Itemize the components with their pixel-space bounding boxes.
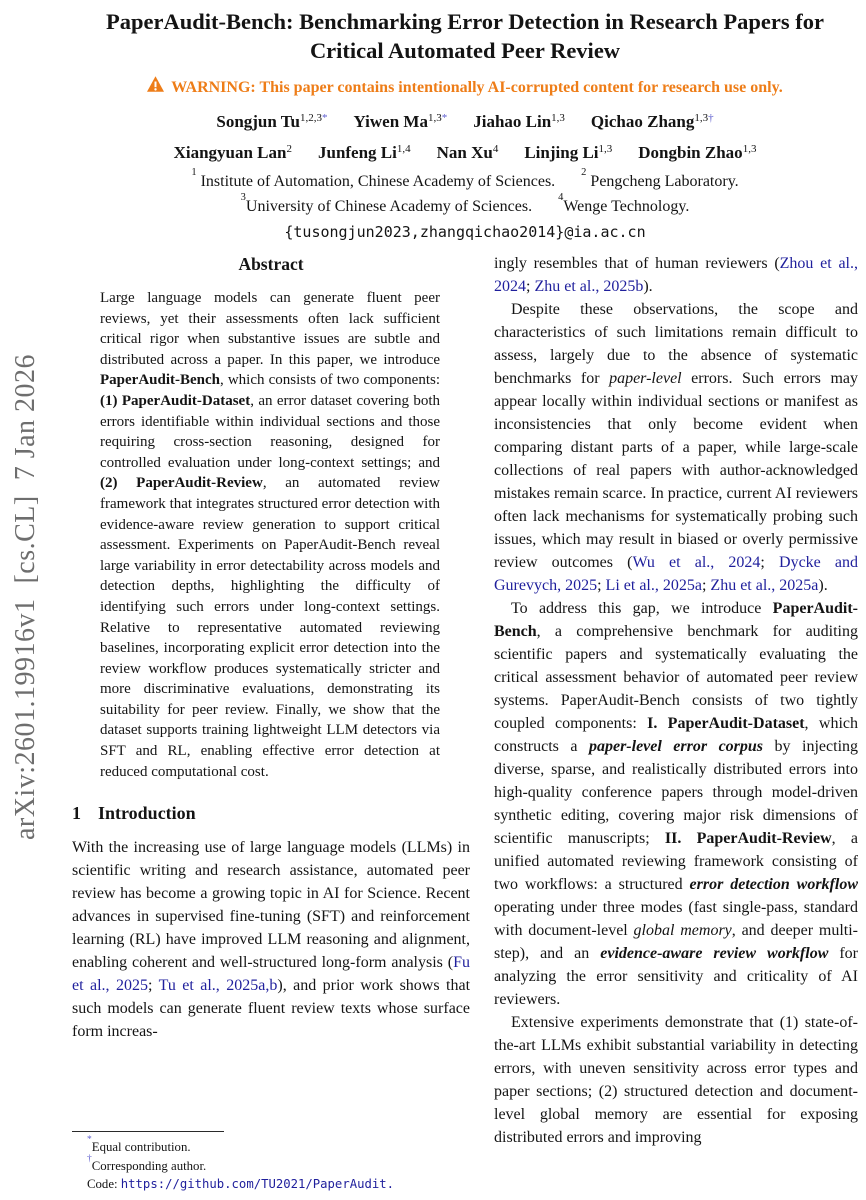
text-segment: , which consists of two components: [220, 372, 440, 389]
left-column [72, 252, 470, 1200]
author-footnote-marker: * [441, 112, 448, 124]
affiliation-superscript: 1 [191, 166, 197, 178]
introduction-paragraph [72, 836, 470, 1086]
warning-banner [72, 78, 858, 97]
author [638, 143, 756, 162]
author-name: Junfeng Li [317, 143, 397, 162]
author-affiliation-superscript: 1,3 [551, 112, 565, 124]
text-segment: , which constructs a [494, 715, 858, 755]
two-column-body [72, 252, 858, 1200]
text-segment: paper-level [609, 370, 682, 387]
author [524, 143, 612, 162]
affiliation-name: Institute of Automation, Chinese Academy of Sciences. [196, 173, 556, 190]
text-segment: Despite these observations, the scope and characteristics of such limitations remain difficult to assess, largely due to the absence of systematic benchmarks for [494, 301, 858, 387]
citation-link[interactable]: Tu et al., 2025a,b [158, 977, 278, 995]
body-paragraph-4 [494, 1011, 858, 1149]
text-segment: evidence-aware review workflow [600, 945, 829, 962]
text-segment: global memory [633, 922, 732, 939]
text-segment: ; [148, 977, 159, 995]
authors-row-1 [72, 111, 858, 133]
citation-link[interactable]: Li et al., 2025a [605, 577, 702, 594]
text-segment: I. PaperAudit-Dataset [647, 715, 805, 732]
affiliation-superscript: 4 [558, 191, 564, 203]
text-segment: operating under three modes (fast single-pass, standard with document-level [494, 899, 858, 939]
text-segment: (2) PaperAudit-Review [100, 475, 263, 492]
author-affiliation-superscript: 4 [492, 143, 499, 155]
citation-link[interactable]: Zhu et al., 2025a [710, 577, 819, 594]
affiliation [581, 166, 739, 190]
arxiv-stamp: arXiv:2601.19916v1 [cs.CL] 7 Jan 2026 [10, 353, 41, 841]
author [318, 143, 411, 162]
author-footnote-marker: * [322, 112, 328, 124]
text-segment: ; [760, 554, 780, 571]
author-name: Yiwen Ma [353, 112, 428, 131]
text-segment: PaperAudit-Bench [494, 600, 858, 640]
citation-link[interactable]: Zhu et al., 2025b [534, 278, 644, 295]
section-heading-introduction [72, 803, 470, 824]
body-paragraph-3 [494, 597, 858, 1011]
affiliations-row-1 [72, 166, 858, 193]
author-affiliation-superscript: 1,3† [694, 112, 714, 124]
author [174, 143, 292, 162]
affiliation-superscript: 3 [240, 191, 246, 203]
text-segment: by injecting diverse, sparse, and realistically distributed errors into high-quality conference papers through model-driven synthetic editing, covering major risk dimensions of scientific manuscripts; [494, 738, 858, 847]
section-number: 1 [72, 803, 81, 824]
paper-title [72, 8, 858, 65]
text-segment: , a unified automated reviewing framework consisting of two workflows: a structured [494, 830, 858, 893]
author-affiliation-superscript: 2 [286, 143, 292, 155]
text-segment: ), and prior work shows that such models can generate fluent review texts whose surface form increas- [72, 977, 470, 1041]
text-segment: Corresponding author. [91, 1158, 207, 1173]
text-segment: With the increasing use of large language models (LLMs) in scientific writing and research assistance, automated peer review has become a growing topic in AI for Science. Recent advances in supervised fine-tuning (SFT) and reinforcement learning (RL) have improved LLM reasoning and alignment, enabling coherent and well-structured long-form analysis ( [72, 839, 470, 972]
footnote-corresponding-author [72, 1153, 470, 1176]
author-footnote-marker: † [708, 112, 714, 124]
abstract-heading: Abstract [238, 254, 304, 274]
text-segment: ingly resembles that of human reviewers ( [494, 255, 780, 272]
text-segment: paper-level error corpus [588, 738, 764, 755]
text-segment: PaperAudit-Bench [100, 372, 220, 389]
author-affiliation-superscript: 1,3 [598, 143, 613, 155]
author [591, 112, 714, 131]
paper-header [0, 0, 866, 241]
author [473, 112, 565, 131]
text-segment: II. PaperAudit-Review [664, 830, 832, 847]
citation-link[interactable]: Wu et al., 2024 [632, 554, 761, 571]
text-segment: Large language models can generate fluent peer reviews, yet their assessments often lack sufficient critical rigor when substantive issues are subtle and distributed across a paper. In this paper, we introduce [100, 290, 440, 368]
author-name: Qichao Zhang [590, 112, 695, 131]
affiliation [558, 191, 690, 215]
affiliation-name: Pengcheng Laboratory. [586, 173, 739, 190]
text-segment: ; [526, 278, 535, 295]
author [354, 112, 448, 131]
citation-link[interactable]: Fu et al., 2025 [72, 954, 470, 995]
citation-link[interactable]: Dycke and Gurevych, 2025 [494, 554, 858, 594]
affiliation-name: University of Chinese Academy of Sciences. [245, 198, 533, 215]
author-name: Nan Xu [436, 143, 493, 162]
right-column [494, 252, 858, 1200]
author-affiliation-superscript: 1,2,3* [300, 112, 328, 124]
affiliation [240, 191, 533, 215]
text-segment: Code: [87, 1177, 121, 1192]
author-name: Jiahao Lin [473, 112, 552, 131]
text-segment: ; [597, 577, 606, 594]
paper-title-line1: PaperAudit-Bench: Benchmarking Error Detection in Research Papers for [105, 9, 825, 34]
author-name: Linjing Li [524, 143, 599, 162]
footnote-marker: * [87, 1134, 92, 1145]
author-name: Dongbin Zhao [638, 143, 743, 162]
contact-email: {tusongjun2023,zhangqichao2014}@ia.ac.cn [284, 223, 646, 241]
author-affiliation-superscript: 1,4 [396, 143, 411, 155]
author-name: Songjun Tu [216, 112, 301, 131]
section-title: Introduction [98, 803, 196, 824]
author [437, 143, 499, 162]
warning-text: WARNING: This paper contains intentionally AI-corrupted content for research use only. [171, 78, 783, 96]
footnote-rule [72, 1131, 224, 1132]
text-segment: To address this gap, we introduce [511, 600, 773, 617]
text-segment: , an automated review framework that integrates structured error detection with evidence-aware review generation to support critical assessment. Experiments on PaperAudit-Bench reveal large variability in error detectability across models and detection depths, highlighting the difficulty of identifying such errors under long-context settings. Relative to representative automated reviewing baselines, incorporating explicit error detection into the review workflow produces systematically stricter and more discriminative evaluations, demonstrating its suitability for peer review. Finally, we show that the dataset supports training lightweight LLM detectors via SFT and RL, enabling effective error detection at reduced computational cost. [100, 475, 440, 780]
footnote-equal-contribution [72, 1134, 470, 1157]
text-segment: , an error dataset covering both errors identifiable within individual sections and those requiring cross-section reasoning, designed for controlled evaluation under long-context settings; and [100, 392, 440, 471]
affiliation-superscript: 2 [581, 166, 587, 178]
text-segment: error detection workflow [689, 876, 858, 893]
text-segment: (1) PaperAudit-Dataset [100, 392, 251, 409]
body-paragraph-1 [494, 252, 858, 298]
text-segment: , a comprehensive benchmark for auditing scientific papers and systematically evaluating the critical assessment behavior of automated peer review systems. PaperAudit-Bench consists of two tightly coupled components: [494, 623, 858, 732]
text-segment: ; [701, 577, 711, 594]
paper-title-line2: Critical Automated Peer Review [309, 37, 621, 63]
author-affiliation-superscript: 1,3 [742, 143, 757, 155]
text-segment: , and deeper multi-step), and an [494, 922, 858, 962]
citation-link[interactable]: Zhou et al., 2024 [494, 255, 858, 295]
warning-triangle-icon [147, 76, 164, 97]
text-segment: Extensive experiments demonstrate that (1) state-of-the-art LLMs exhibit substantial variability in detecting errors, with uneven sensitivity across error types and paper sections; (2) structured detection and document-level global memory are essential for exposing distributed errors and improving [494, 1014, 858, 1146]
affiliation-name: Wenge Technology. [563, 198, 690, 215]
authors-row-2 [72, 142, 858, 164]
code-url-link[interactable]: https://github.com/TU2021/PaperAudit. [120, 1177, 395, 1192]
author-name: Xiangyuan Lan [173, 143, 287, 162]
text-segment: ). [643, 278, 653, 295]
author-affiliation-superscript: 1,3* [427, 112, 448, 124]
text-segment: for analyzing the error sensitivity and criticality of AI reviewers. [494, 945, 858, 1008]
footnote-code-link [72, 1175, 470, 1194]
affiliation [191, 166, 556, 190]
text-segment: Equal contribution. [91, 1140, 191, 1155]
footnote-marker: † [87, 1153, 92, 1164]
body-paragraph-2 [494, 298, 858, 597]
abstract-text [100, 288, 440, 782]
author [216, 112, 327, 131]
text-segment: errors. Such errors may appear locally within individual sections or manifest as inconsistencies that only become evident when comparing distant parts of a paper, while large-scale collections of real papers with author-acknowledged mistakes remain scarce. In practice, current AI reviewers often lack mechanisms for systematically probing such issues, which may result in biased or overly permissive review outcomes ( [494, 370, 858, 571]
affiliations-row-2 [72, 191, 858, 218]
footnotes [72, 1125, 470, 1200]
text-segment: ). [818, 577, 828, 594]
